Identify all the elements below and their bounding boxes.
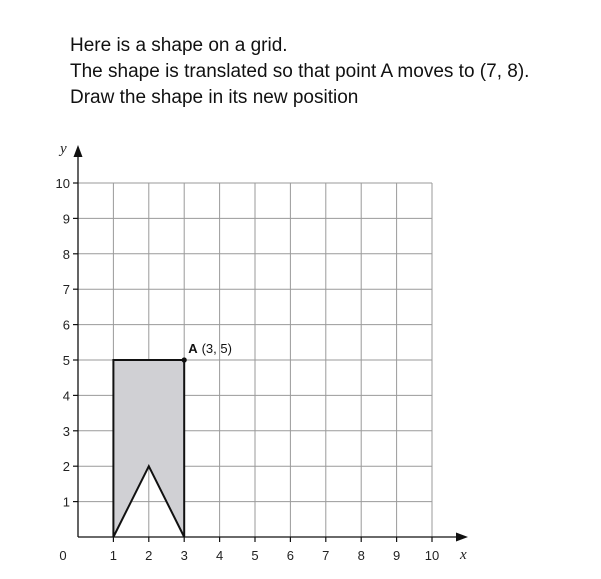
y-tick-label: 1 xyxy=(62,494,70,510)
x-tick-label: 2 xyxy=(145,548,153,563)
x-tick-label: 6 xyxy=(286,548,295,563)
point-a-name: A xyxy=(188,341,198,356)
x-axis-arrowhead xyxy=(456,533,468,542)
y-tick-label: 5 xyxy=(62,353,70,368)
y-tick-label: 8 xyxy=(62,246,70,262)
y-tick-label: 2 xyxy=(62,459,70,475)
question-line-1: Here is a shape on a grid. xyxy=(70,35,288,56)
x-tick-label: 10 xyxy=(424,548,440,563)
x-tick-label: 8 xyxy=(357,548,365,563)
y-tick-label: 7 xyxy=(62,282,70,298)
y-tick-label: 4 xyxy=(62,388,70,404)
point-a-marker xyxy=(182,357,187,362)
y-axis-label: y xyxy=(60,141,67,157)
y-tick-label: 9 xyxy=(62,211,70,227)
x-tick-label: 4 xyxy=(215,548,224,563)
y-tick-label: 10 xyxy=(55,176,70,191)
x-tick-label: 3 xyxy=(180,548,188,563)
origin-label: 0 xyxy=(59,548,67,563)
point-a-label xyxy=(188,341,232,356)
x-tick-label: 5 xyxy=(251,548,259,563)
x-tick-label: 1 xyxy=(109,548,118,563)
point-a-coords: (3, 5) xyxy=(201,341,232,356)
question-line-2: The shape is translated so that point A moves to (7, 8). xyxy=(70,61,530,82)
question-line-3: Draw the shape in its new position xyxy=(70,87,359,108)
x-tick-label: 9 xyxy=(392,548,401,563)
y-axis-arrowhead xyxy=(74,145,83,157)
x-axis-label: x xyxy=(460,547,467,563)
x-tick-label: 7 xyxy=(322,548,330,563)
y-tick-label: 6 xyxy=(62,317,70,333)
y-tick-label: 3 xyxy=(62,423,70,439)
